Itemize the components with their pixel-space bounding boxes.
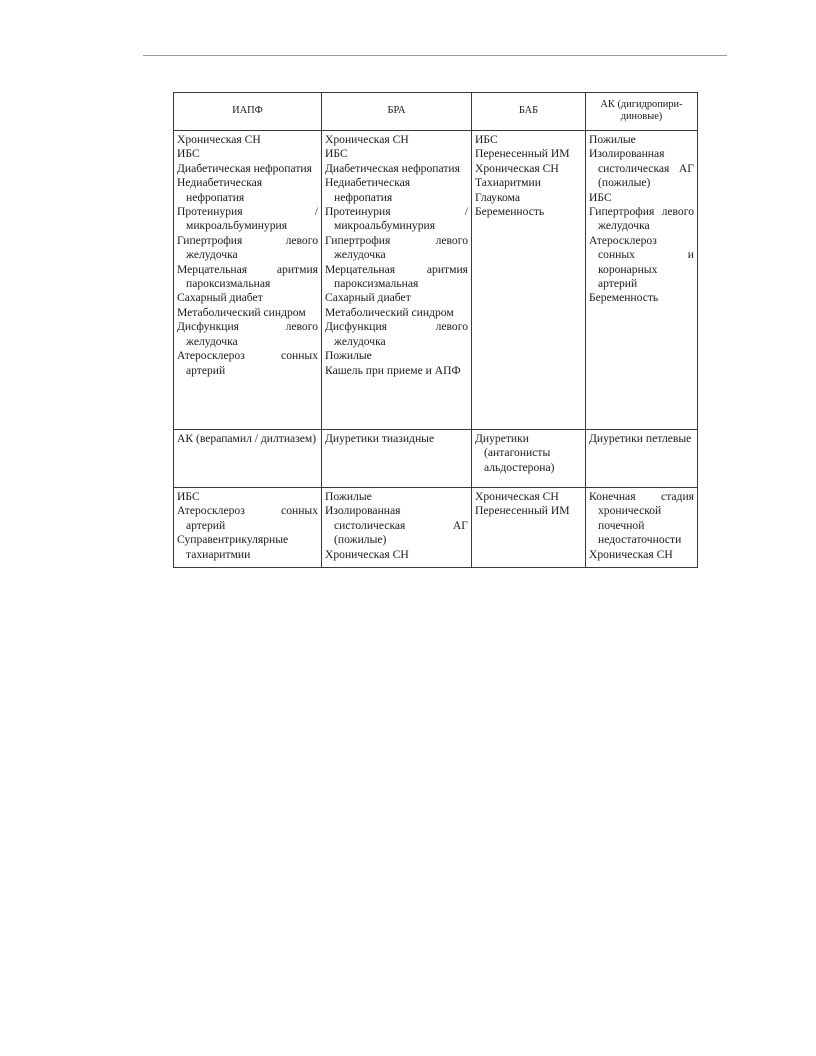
- page-header-rule: [143, 55, 727, 56]
- cell-entry: Недиабетическая нефропатия: [325, 176, 411, 204]
- cell-entry: ИБС: [325, 147, 348, 161]
- cell-entry: ИБС: [177, 490, 200, 503]
- cell-entry: Протеинурия / микроальбуминурия: [177, 205, 318, 233]
- cell-entry: Дисфункция левого желудочка: [325, 320, 468, 348]
- cell-entry: Хроническая СН: [475, 490, 559, 503]
- cell-entry: Диабетическая нефропатия: [177, 161, 312, 175]
- table-cell: [472, 488, 586, 568]
- header-bab: БАБ: [472, 93, 586, 131]
- table-cell: [472, 131, 586, 430]
- table-cell: [322, 131, 472, 430]
- table-cell: [322, 430, 472, 488]
- cell-entry: Глаукома: [475, 190, 520, 204]
- cell-entry: Сахарный диабет: [325, 291, 411, 305]
- cell-entry: Перенесенный ИМ: [475, 147, 570, 161]
- cell-entry: Атеросклероз сонных и коронарных артерий: [589, 233, 694, 291]
- cell-entry: Мерцательная аритмия пароксизмальная: [325, 262, 468, 291]
- table-cell: [174, 430, 322, 488]
- cell-entry: Диабетическая нефропатия: [325, 161, 460, 175]
- cell-entry: Недиабетическая нефропатия: [177, 176, 263, 204]
- table-cell: [586, 430, 698, 488]
- cell-entry: Перенесенный ИМ: [475, 504, 570, 518]
- cell-entry: Конечная стадия хронической почечной недостаточности: [589, 490, 694, 547]
- cell-entry: Беременность: [475, 205, 545, 219]
- table-row: [174, 131, 698, 430]
- header-iapf: ИАПФ: [174, 93, 322, 131]
- cell-entry: Беременность: [589, 291, 659, 305]
- cell-entry: Сахарный диабет: [177, 291, 263, 305]
- cell-entry: Тахиаритмии: [475, 176, 541, 190]
- cell-entry: Диуретики тиазидные: [325, 432, 435, 445]
- cell-entry: Гипертрофия левого желудочка: [589, 205, 694, 233]
- cell-entry: Хроническая СН: [177, 133, 261, 146]
- cell-entry: Протеинурия / микроальбуминурия: [325, 205, 468, 233]
- cell-entry: Пожилые: [325, 349, 372, 363]
- table-cell: [174, 131, 322, 430]
- cell-entry: Метаболический синдром: [177, 305, 306, 319]
- cell-entry: Изолированная систолическая АГ (пожилые): [325, 504, 468, 547]
- table-row: [174, 430, 698, 488]
- cell-entry: Мерцательная аритмия пароксизмальная: [177, 262, 318, 291]
- cell-entry: Хроническая СН: [475, 161, 559, 175]
- header-bra: БРА: [322, 93, 472, 131]
- cell-entry: Гипертрофия левого желудочка: [325, 233, 468, 262]
- drug-indications-table: [173, 92, 698, 568]
- cell-entry: Изолированная систолическая АГ (пожилые): [589, 147, 694, 190]
- cell-entry: ИБС: [177, 147, 200, 161]
- cell-entry: Дисфункция левого желудочка: [177, 320, 318, 348]
- cell-entry: Гипертрофия левого желудочка: [177, 233, 318, 262]
- table-cell: [322, 488, 472, 568]
- table-cell: [174, 488, 322, 568]
- cell-entry: Суправентрикулярные тахиаритмии: [177, 533, 289, 561]
- cell-entry: ИБС: [475, 133, 498, 146]
- cell-entry: Атеросклероз сонных артерий: [177, 349, 318, 377]
- table-header-row: [174, 93, 698, 131]
- cell-entry: Хроническая СН: [325, 133, 409, 146]
- cell-entry: Кашель при приеме и АПФ: [325, 363, 461, 377]
- cell-entry: Диуретики (антагонисты альдостерона): [475, 432, 555, 474]
- cell-entry: Метаболический синдром: [325, 305, 454, 319]
- cell-entry: Пожилые: [589, 133, 636, 146]
- table-row: [174, 488, 698, 568]
- cell-entry: Хроническая СН: [325, 547, 409, 561]
- table-cell: [586, 131, 698, 430]
- table-cell: [472, 430, 586, 488]
- cell-entry: АК (верапамил / дилтиазем): [177, 432, 317, 445]
- cell-entry: Хроническая СН: [589, 547, 673, 561]
- table-cell: [586, 488, 698, 568]
- cell-entry: Диуретики петлевые: [589, 432, 692, 445]
- header-ak-dihydropyridine: АК (дигидропири-диновые): [586, 93, 698, 131]
- cell-entry: ИБС: [589, 190, 612, 204]
- cell-entry: Пожилые: [325, 490, 372, 503]
- cell-entry: Атеросклероз сонных артерий: [177, 504, 318, 532]
